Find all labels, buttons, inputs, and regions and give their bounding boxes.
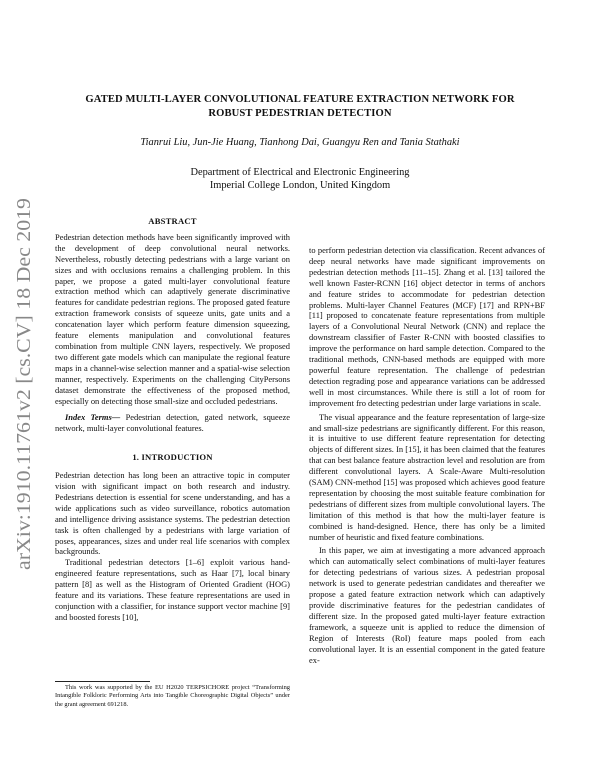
affiliation-line-2: Imperial College London, United Kingdom [209,180,391,191]
index-terms-label: Index Terms— [65,412,121,423]
affiliation [60,166,540,192]
abstract-heading: ABSTRACT [148,216,197,226]
index-terms-text: Pedestrian detection, gated network, squeeze network, multi-layer convolutional features. [55,412,290,434]
right-paragraph-1: to perform pedestrian detection via classification. Recent advances of deep neural networks have made significant improvements on pedestrian detection methods [11–15]. Zhang et al. [13] tailored the well known Faster-RCNN [16] object detector in terms of anchors and feature strides to accommodate for pedestrian detection problems. Multi-layer Channel Features (MCF) [17] and RPN+BF [11] proposed to concatenate feature representations from multiple layers of a Convolutional Neural Network (CNN) and replace the downstream classifier of Faster R-CNN with boosted classifies to improve the performance on hard sample detection. Compared to the traditional methods, CNN-based methods are equipped with more powerful feature representation. The challenge of pedestrian detection regrading pose and appearance variations can be addressed well in most circumstances. While there is still a lot of room for improvement fro detecting pedestrian under large variations in scale. [309,245,545,408]
right-column [309,245,545,665]
abstract-text: Pedestrian detection methods have been significantly improved with the development of deep convolutional neural networks. Nevertheless, robustly detecting pedestrians with a large variant on sizes and with occlusions remains a challenging problem. In this paper, we propose a gated multi-layer convolutional feature extraction method which can adaptively generate discriminative features for candidate pedestrian regions. The proposed gated feature extraction framework consists of squeeze units, gate units and a concatenation layer which perform feature dimension squeezing, feature elements manipulation and convolutional features combination from multiple CNN layers, respectively. We proposed two different gate models which can manipulate the regional feature maps in a channel-wise selection manner and a spatial-wise selection manner, respectively. Experiments on the challenging CityPersons dataset demonstrate the effectiveness of the proposed method, especially on detecting those small-size and occluded pedestrians. [55,231,290,406]
affiliation-line-1: Department of Electrical and Electronic Engineering [190,167,410,178]
paper-title [60,93,540,120]
arxiv-identifier [6,195,36,575]
footnote: This work was supported by the EU H2020 TERPSICHORE project “Transforming Intangible Folkloric Performing Arts into Tangible Choreographic Digital Objects” under the grant agreement 691218. [55,684,290,708]
left-column [55,216,290,623]
title-line-2: ROBUST PEDESTRIAN DETECTION [208,107,392,119]
index-terms [55,412,290,434]
right-paragraph-3: In this paper, we aim at investigating a more advanced approach which can automatically select combinations of multi-layer features for detecting pedestrians of various sizes. A pedestrian proposal network is used to generate pedestrian candidates and thereafter we propose a gated feature extraction network which can adaptively provide discriminative features for the pedestrian candidates of different size. In the proposed gated multi-layer feature extraction framework, a squeeze unit is applied to reduce the dimension of Region of Interests (RoI) feature maps pooled from each convolutional layer. It is an essential component in the gated feature ex- [309,545,545,665]
intro-paragraph-1: Pedestrian detection has long been an attractive topic in computer vision with significant impact on both research and industry. Pedestrians detection is essential for scene understanding, and has a wide applications such as video surveillance, robotics automation and intelligence driving assistance systems. The pedestrian detection task is often challenged by a pedestrians with large variation of poses, appearances, sizes and under real life scenarios with complex backgrounds. [55,470,290,557]
introduction-heading: 1. INTRODUCTION [132,452,213,463]
arxiv-id-text: arXiv:1910.11761v2 [cs.CV] 18 Dec 2019 [14,238,35,570]
footnote-rule [55,681,150,682]
intro-paragraph-2: Traditional pedestrian detectors [1–6] exploit various hand-engineered feature representations, such as Haar [7], local binary pattern [8] as well as the Histogram of Oriented Gradient (HOG) feature and its variations. These feature representations are used in conjunction with a classifier, for instance support vector machine [9] and boosted forests [10], [55,557,290,622]
title-line-1: GATED MULTI-LAYER CONVOLUTIONAL FEATURE EXTRACTION NETWORK FOR [85,94,515,105]
right-paragraph-2: The visual appearance and the feature representation of large-size and small-size pedestrians are significantly different. For this reason, it is intuitive to use different feature representation for detecting objects of different sizes. In [15], it has been claimed that the features that can best balance feature abstraction level and resolution are from different convolutional layers. A Scale-Aware Multi-resolution (SAM) CNN-method [15] was proposed which achieves good feature representation by choosing the most suitable feature combination for pedestrians of different sizes from multiple convolutional layers. The limitation of this method is that how the multi-layer feature is combined is hand-designed. Hence, there has only be a limited number of heuristic and fixed feature combinations. [309,411,545,542]
authors: Tianrui Liu, Jun-Jie Huang, Tianhong Dai, Guangyu Ren and Tania Stathaki [140,137,460,148]
